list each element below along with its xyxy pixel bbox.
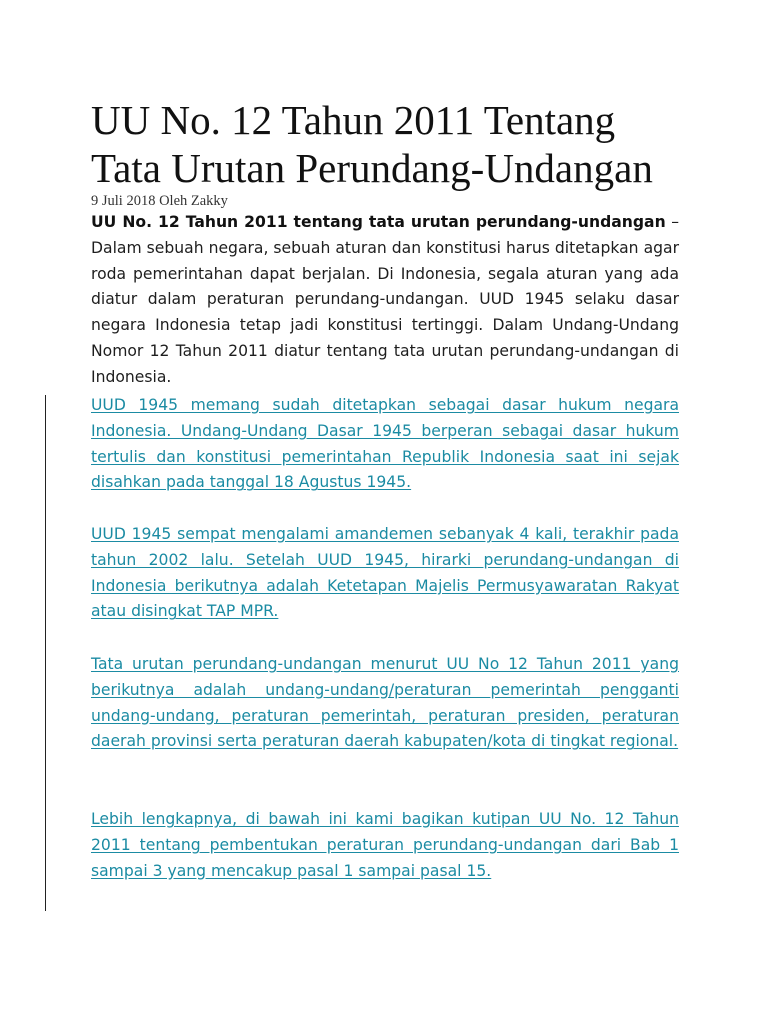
article-byline: 9 Juli 2018 Oleh Zakky	[91, 193, 228, 209]
linked-paragraph-2[interactable]: UUD 1945 sempat mengalami amandemen sebanyak 4 kali, terakhir pada tahun 2002 lalu. Setelah UUD 1945, hirarki perundang-undangan di Indonesia berikutnya adalah Ketetapan Majelis Permusyawaratan Rakyat atau disingkat TAP MPR.	[91, 525, 679, 621]
intro-body: – Dalam sebuah negara, sebuah aturan dan konstitusi harus ditetapkan agar roda pemerintahan dapat berjalan. Di Indonesia, segala aturan yang ada diatur dalam peraturan perundang-undangan. UUD 1945 selaku dasar negara Indonesia tetap jadi konstitusi tertinggi. Dalam Undang-Undang Nomor 12 Tahun 2011 diatur tentang tata urutan perundang-undangan di Indonesia.	[91, 213, 679, 386]
intro-paragraph	[91, 210, 679, 391]
article-title: UU No. 12 Tahun 2011 Tentang Tata Urutan Perundang-Undangan	[91, 97, 653, 191]
linked-paragraph-4[interactable]: Lebih lengkapnya, di bawah ini kami bagikan kutipan UU No. 12 Tahun 2011 tentang pembentukan peraturan perundang-undangan dari Bab 1 sampai 3 yang mencakup pasal 1 sampai pasal 15.	[91, 810, 679, 880]
intro-lead: UU No. 12 Tahun 2011 tentang tata urutan perundang-undangan	[91, 213, 666, 231]
linked-paragraph-3[interactable]: Tata urutan perundang-undangan menurut UU No 12 Tahun 2011 yang berikutnya adalah undang-undang/peraturan pemerintah pengganti undang-undang, peraturan pemerintah, peraturan presiden, peraturan daerah provinsi serta peraturan daerah kabupaten/kota di tingkat regional.	[91, 655, 679, 751]
left-margin-rule	[45, 395, 46, 911]
linked-paragraph-1[interactable]: UUD 1945 memang sudah ditetapkan sebagai dasar hukum negara Indonesia. Undang-Undang Dasar 1945 berperan sebagai dasar hukum tertulis dan konstitusi pemerintahan Republik Indonesia saat ini sejak disahkan pada tanggal 18 Agustus 1945.	[91, 396, 679, 492]
